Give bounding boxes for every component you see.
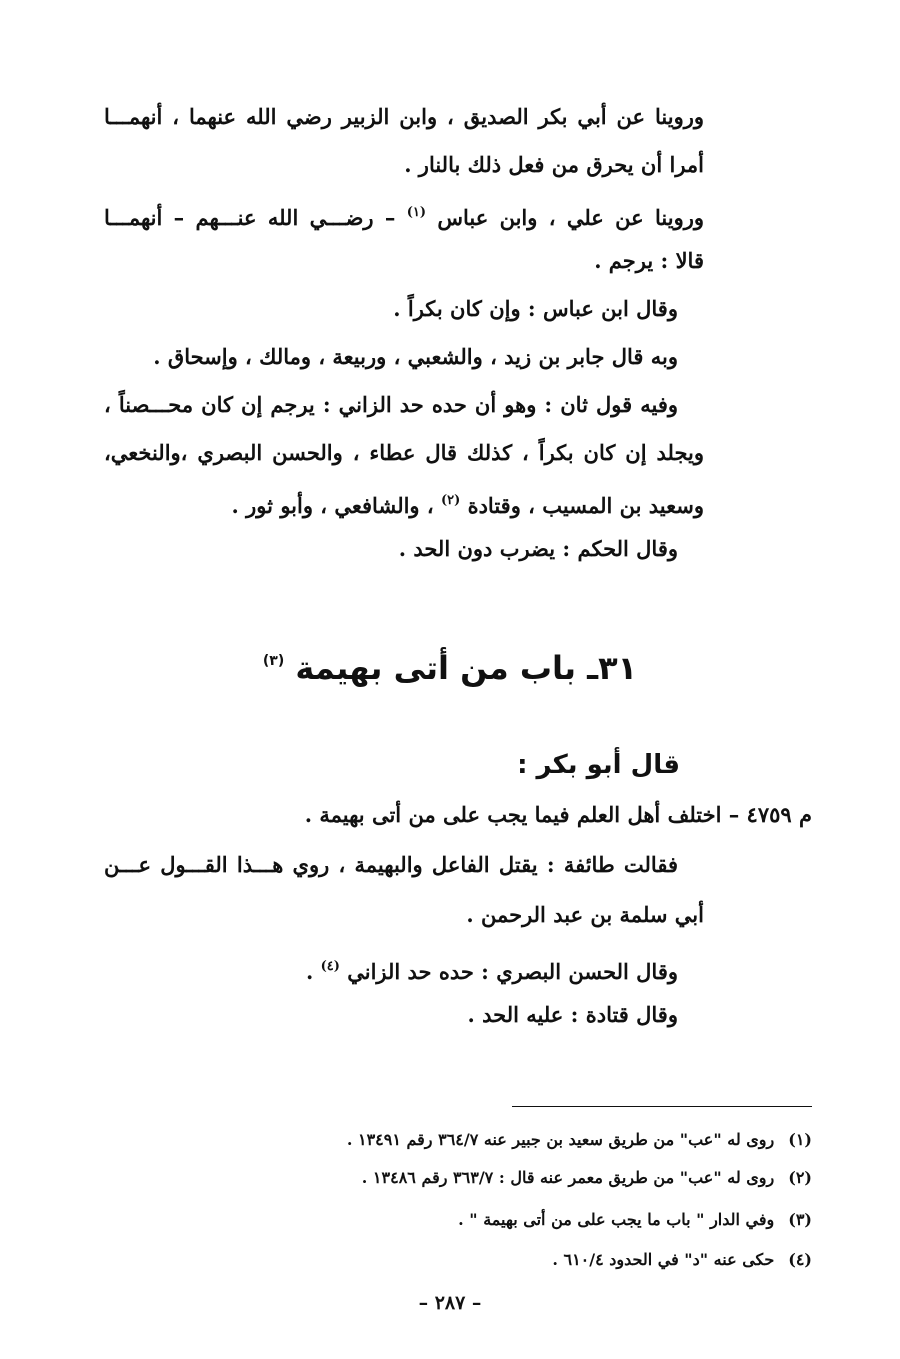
footnote-text: وفي الدار " باب ما يجب على من أتى بهيمة " .: [458, 1210, 775, 1229]
footnote-text: روى له "عب" من طريق سعيد بن جبير عنه ٣٦٤/٧ رقم ١٣٤٩١ .: [346, 1130, 775, 1149]
footnote-marker: (١): [406, 205, 427, 220]
text-fragment: وروينا عن علي ، وابن عباس: [437, 205, 705, 230]
text-line: أبي سلمة بن عبد الرحمن .: [466, 902, 704, 927]
text-line: وبه قال جابر بن زيد ، والشعبي ، وربيعة ، ومالك ، وإسحاق .: [153, 344, 678, 369]
footnote: [552, 1248, 812, 1272]
chapter-heading-text: ٣١ـ باب من أتى بهيمة: [295, 649, 638, 687]
text-line: م ٤٧٥٩ – اختلف أهل العلم فيما يجب على من أتى بهيمة .: [304, 802, 812, 827]
footnote: [362, 1166, 812, 1190]
page-number: – ٢٨٧ –: [418, 1292, 482, 1314]
text-line: وقال ابن عباس : وإن كان بكراً .: [393, 296, 678, 321]
footnote-number: (٢): [788, 1168, 812, 1187]
footnote: [458, 1208, 812, 1232]
chapter-heading: [0, 641, 900, 688]
footnote-marker: (٤): [320, 959, 340, 974]
text-line: [232, 486, 704, 521]
text-fragment: وسعيد بن المسيب ، وقتادة: [467, 493, 704, 518]
footnote-text: روى له "عب" من طريق معمر عنه قال : ٣٦٣/٧ رقم ١٣٤٨٦ .: [361, 1168, 775, 1187]
text-line: ويجلد إن كان بكراً ، كذلك قال عطاء ، والحسن البصري ،والنخعي،: [104, 440, 704, 465]
text-line: قالا : يرجم .: [594, 248, 704, 273]
text-line: وفيه قول ثان : وهو أن حده حد الزاني : يرجم إن كان محـــصناً ،: [104, 392, 678, 417]
text-fragment: ، والشافعي ، وأبو ثور .: [231, 493, 434, 518]
footnote-number: (١): [788, 1130, 812, 1149]
text-line: وروينا عن أبي بكر الصديق ، وابن الزبير رضي الله عنهما ، أنهمـــا: [104, 104, 704, 129]
text-line: [104, 198, 704, 233]
footnote-number: (٣): [788, 1210, 812, 1229]
text-line: وقال قتادة : عليه الحد .: [467, 1002, 678, 1027]
text-line: [306, 952, 678, 987]
section-subheading: قال أبو بكر :: [517, 750, 680, 780]
footnote-marker: (٣): [262, 653, 285, 669]
text-line: أمرا أن يحرق من فعل ذلك بالنار .: [404, 152, 704, 177]
footnote-marker: (٢): [440, 493, 461, 508]
footnote-number: (٤): [788, 1250, 812, 1269]
text-fragment: .: [305, 959, 314, 984]
text-fragment: وقال الحسن البصري : حده حد الزاني: [347, 959, 678, 984]
text-line: وقال الحكم : يضرب دون الحد .: [398, 536, 678, 561]
text-fragment: – رضـــي الله عنـــهم – أنهمـــا: [104, 205, 396, 230]
footnote-text: حكى عنه "د" في الحدود ٦١٠/٤ .: [552, 1250, 775, 1269]
footnote: [347, 1128, 812, 1152]
footnote-separator: [512, 1106, 812, 1107]
text-line: فقالت طائفة : يقتل الفاعل والبهيمة ، روي هـــذا القـــول عـــن: [104, 852, 678, 877]
